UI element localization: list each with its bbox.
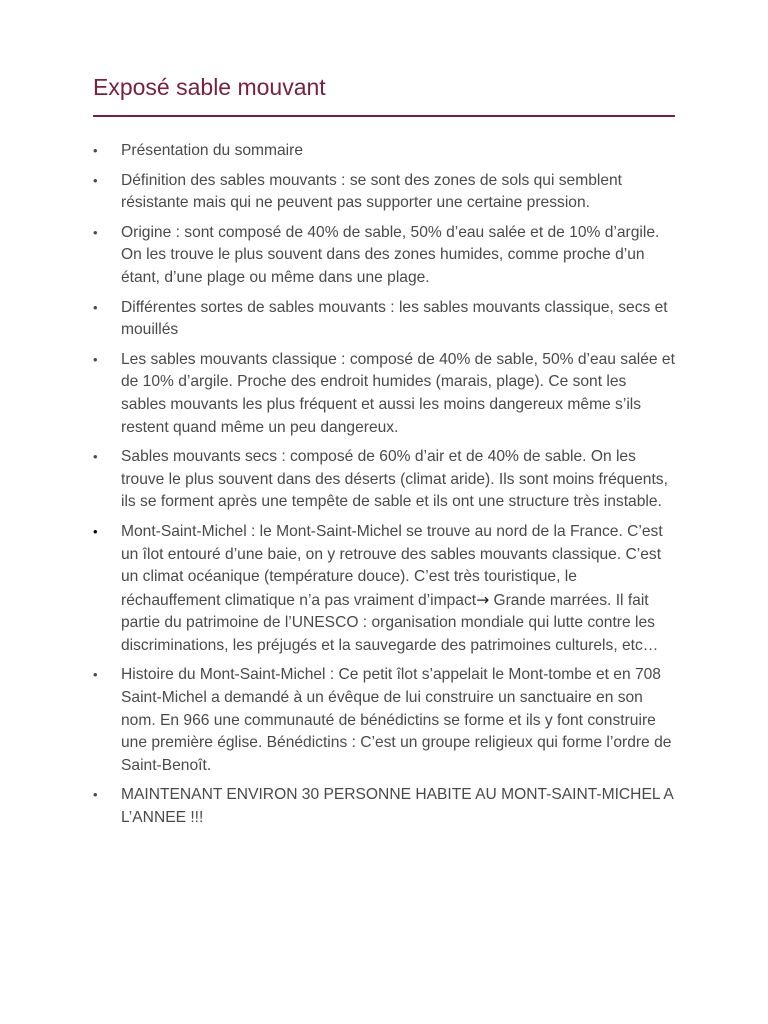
list-item <box>93 222 675 290</box>
list-item-text: Différentes sortes de sables mouvants : les sables mouvants classique, secs et mouillés <box>121 298 668 339</box>
list-item <box>93 140 675 163</box>
list-item-text: Les sables mouvants classique : composé de 40% de sable, 50% d’eau salée et de 10% d’argile. Proche des endroit humides (marais, plage). Ce sont les sables mouvants les plus fréquent et aussi les moins dangereux même s’ils restent quand même un peu dangereux. <box>121 350 675 436</box>
list-item <box>93 446 675 514</box>
list-item-text: Présentation du sommaire <box>121 142 304 159</box>
list-item <box>93 349 675 439</box>
list-item <box>93 521 675 658</box>
list-item-text-part: Grande marrées. Il fait partie du patrimoine de l’UNESCO : organisation mondiale qui lutte contre les discriminations, les préjugés et la sauvegarde des patrimoines culturels, etc… <box>121 591 659 654</box>
bullet-icon: • <box>93 143 98 158</box>
title-underline-rule <box>93 115 675 117</box>
bullet-icon: • <box>93 523 98 539</box>
bullet-icon: • <box>93 172 98 188</box>
list-item <box>93 297 675 342</box>
list-item-text: Origine : sont composé de 40% de sable, 50% d’eau salée et de 10% d’argile. On les trouve le plus souvent dans des zones humides, comme proche d’un étant, d’une plage ou même dans une plage. <box>121 223 660 286</box>
list-item <box>93 664 675 777</box>
list-item-text: MAINTENANT ENVIRON 30 PERSONNE HABITE AU MONT-SAINT-MICHEL A L’ANNEE !!! <box>121 786 673 827</box>
list-item <box>93 784 675 829</box>
bullet-list <box>93 140 675 830</box>
right-arrow-icon: → <box>476 590 490 609</box>
bullet-icon: • <box>93 667 98 683</box>
document-page <box>93 70 675 837</box>
bullet-icon: • <box>93 449 98 465</box>
list-item-text <box>121 523 663 654</box>
list-item-text-part: Mont-Saint-Michel : le Mont-Saint-Michel se trouve au nord de la France. C’est un îlot entouré d’une baie, on y retrouve des sables mouvants classique. C’est un climat océanique (température douce). C’est très touristique, le réchauffement climatique n’a pas vraiment d’impact <box>121 522 663 609</box>
bullet-icon: • <box>93 787 98 803</box>
list-item-text: Définition des sables mouvants : se sont des zones de sols qui semblent résistante mais qui ne peuvent pas supporter une certaine pression. <box>121 171 623 212</box>
document-title: Exposé sable mouvant <box>93 74 326 100</box>
list-item-text: Sables mouvants secs : composé de 60% d’air et de 40% de sable. On les trouve le plus souvent dans des déserts (climat aride). Ils sont moins fréquents, ils se forment après une tempête de sable et ils ont une structure très instable. <box>121 448 668 511</box>
list-item-text: Histoire du Mont-Saint-Michel : Ce petit îlot s’appelait le Mont-tombe et en 708 Saint-Michel a demandé à un évêque de lui construire un sanctuaire en son nom. En 966 une communauté de bénédictins se forme et ils y font construire une première église. Bénédictins : C’est un groupe religieux qui forme l’ordre de Saint-Benoît. <box>121 666 672 774</box>
bullet-icon: • <box>93 224 98 240</box>
bullet-icon: • <box>93 351 98 367</box>
list-item <box>93 170 675 215</box>
bullet-icon: • <box>93 299 98 315</box>
